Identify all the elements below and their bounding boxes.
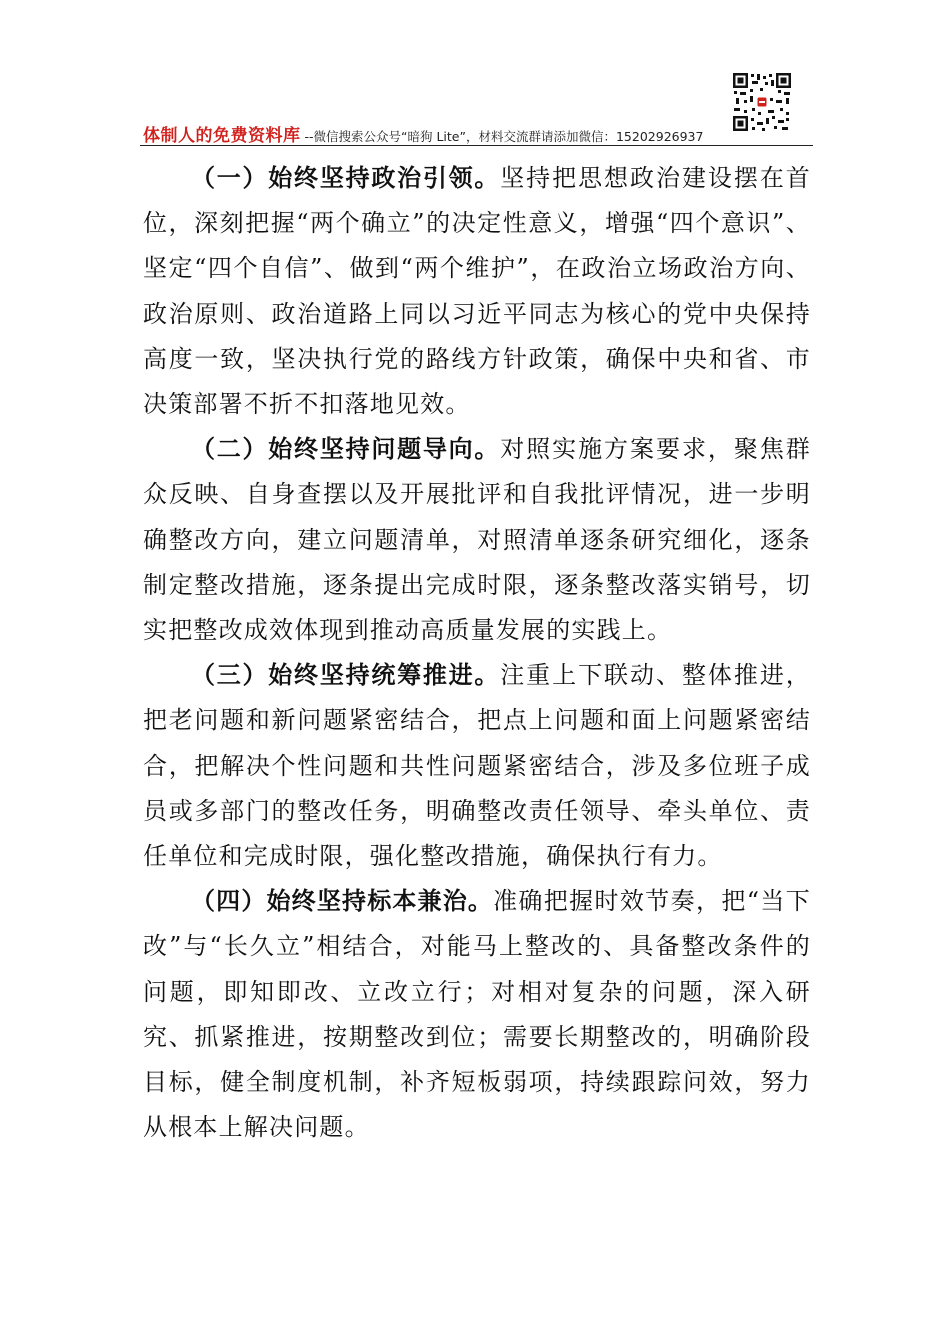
paragraph-2 (143, 427, 811, 653)
paragraph-text: 注重上下联动、整体推进，把老问题和新问题紧密结合，把点上问题和面上问题紧密结合，把解决个性问题和共性问题紧密结合，涉及多位班子成员或多部门的整改任务，明确整改责任领导、牵头单位、责任单位和完成时限，强化整改措施，确保执行有力。 (143, 661, 812, 871)
paragraph-text: 坚持把思想政治建设摆在首位，深刻把握“两个确立”的决定性意义，增强“四个意识”、坚定“四个自信”、做到“两个维护”，在政治立场政治方向、政治原则、政治道路上同以习近平同志为核心的党中央保持高度一致，坚决执行党的路线方针政策，确保中央和省、市决策部署不折不扣落地见效。 (143, 164, 812, 419)
paragraph-heading: （一）始终坚持政治引领。 (191, 164, 501, 192)
paragraph-heading: （三）始终坚持统筹推进。 (191, 661, 501, 690)
paragraph-text: 对照实施方案要求，聚焦群众反映、自身查摆以及开展批评和自我批评情况，进一步明确整改方向，建立问题清单，对照清单逐条研究细化，逐条制定整改措施，逐条提出完成时限，逐条整改落实销号，切实把整改成效体现到推动高质量发展的实践上。 (143, 435, 812, 645)
paragraph-4 (143, 879, 811, 1150)
paragraph-3 (143, 653, 811, 879)
paragraph-heading: （二）始终坚持问题导向。 (191, 435, 501, 464)
paragraph-heading: （四）始终坚持标本兼治。 (191, 887, 494, 916)
header-divider (140, 145, 813, 146)
header-tagline: --微信搜索公众号“暗狗 Lite”，材料交流群请添加微信：15202926937 (304, 129, 704, 144)
page-header (143, 118, 813, 146)
paragraph-1 (143, 156, 811, 427)
brand-name: 体制人的免费资料库 (143, 126, 301, 146)
paragraph-text: 准确把握时效节奏，把“当下改”与“长久立”相结合，对能马上整改的、具备整改条件的问题，即知即改、立改立行；对相对复杂的问题，深入研究、抓紧推进，按期整改到位；需要长期整改的，明确阶段目标，健全制度机制，补齐短板弱项，持续跟踪问效，努力从根本上解决问题。 (143, 887, 811, 1142)
document-body (143, 156, 811, 1150)
